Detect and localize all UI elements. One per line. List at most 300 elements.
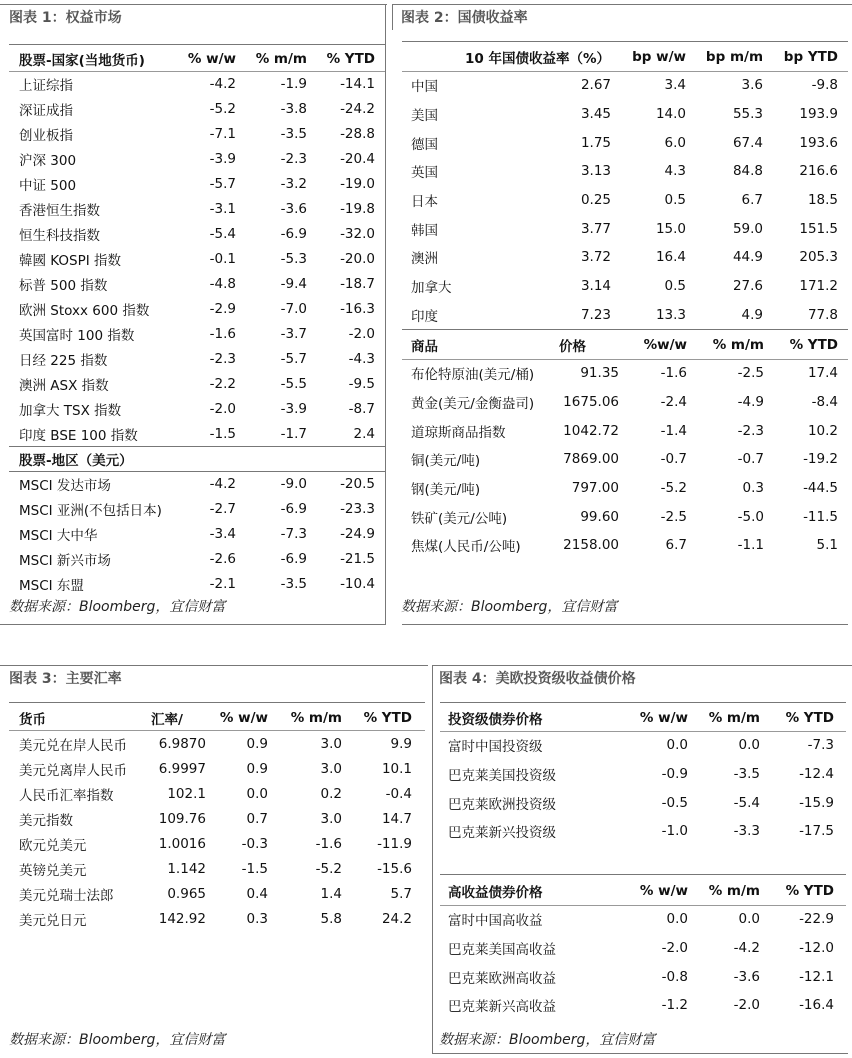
divider (402, 71, 848, 72)
table-row (19, 71, 375, 96)
row-value: 1.4 (320, 885, 342, 902)
row-value: -2.9 (209, 300, 236, 317)
row-label: 加拿大 TSX 指数 (19, 402, 122, 419)
row-value: 0.2 (320, 785, 342, 802)
row-label: 中证 500 (19, 177, 77, 194)
row-value: -2.3 (280, 150, 307, 167)
table-row (19, 521, 375, 546)
row-value: -12.1 (799, 968, 834, 985)
divider (440, 731, 846, 732)
row-value: -2.4 (660, 394, 687, 411)
table-header-row (411, 331, 838, 359)
commodity-table (411, 331, 838, 560)
row-value: -16.4 (799, 997, 834, 1014)
table-header-row (19, 46, 375, 71)
row-value: 10.2 (807, 422, 838, 439)
divider (9, 730, 425, 731)
col-header-bpww: bp w/w (632, 49, 687, 65)
source-note: 数据来源：Bloomberg，宜信财富 (401, 599, 618, 615)
table-row (411, 474, 838, 503)
col-header-ytd: % YTD (326, 50, 375, 67)
divider (402, 624, 848, 625)
row-value: -2.5 (660, 508, 687, 525)
row-label: 铜(美元/吨) (411, 453, 481, 470)
row-value: -1.2 (661, 997, 688, 1014)
row-value: -2.5 (737, 365, 764, 382)
row-value: 0.4 (246, 885, 268, 902)
col-header-mm: % m/m (708, 709, 760, 726)
row-value: -5.7 (209, 175, 236, 192)
row-label: 巴克莱欧洲高收益 (448, 970, 556, 987)
row-label: 布伦特原油(美元/桶) (411, 367, 535, 384)
source-note: 数据来源：Bloomberg，宜信财富 (9, 599, 226, 615)
col-header-ww: % w/w (639, 882, 688, 899)
fx-table (19, 704, 412, 931)
row-label: 欧洲 Stoxx 600 指数 (19, 302, 150, 319)
row-value: -15.6 (377, 860, 412, 877)
row-value: -2.3 (737, 422, 764, 439)
row-label: 美元兑离岸人民币 (19, 762, 127, 779)
panel-exchange-rates (0, 665, 428, 1058)
divider (9, 71, 385, 72)
section-header-row (19, 446, 375, 471)
col-header-ytd: % YTD (789, 337, 838, 353)
table-row (19, 221, 375, 246)
row-label: 日经 225 指数 (19, 352, 108, 369)
row-label: 韩国 (411, 222, 438, 239)
row-label: 铁矿(美元/公吨) (411, 510, 508, 527)
row-value: 67.4 (732, 134, 764, 151)
row-value: -15.9 (799, 794, 834, 811)
row-value: -3.5 (280, 575, 307, 592)
col-header-ww: %w/w (643, 337, 687, 353)
row-value: 55.3 (732, 106, 764, 123)
row-value: 5.8 (320, 910, 342, 927)
row-value: -3.1 (209, 200, 236, 217)
col-header-name: 股票-国家(当地货币) (19, 52, 145, 69)
row-value: -16.3 (340, 300, 375, 317)
col-header-mm: % m/m (290, 709, 342, 726)
table-row (19, 271, 375, 296)
table-row (19, 371, 375, 396)
divider (9, 702, 425, 703)
table-row (19, 546, 375, 571)
row-value: -4.2 (733, 940, 760, 957)
table-row (411, 71, 838, 100)
row-value: -12.0 (799, 940, 834, 957)
row-value: -3.5 (733, 766, 760, 783)
table-row (19, 806, 412, 831)
row-value: -1.7 (280, 425, 307, 442)
row-value: 109.76 (158, 810, 206, 827)
table-row (411, 359, 838, 388)
row-label: 恒生科技指数 (19, 227, 100, 244)
divider (392, 4, 393, 30)
table-row (448, 731, 834, 760)
row-value: -8.4 (811, 394, 838, 411)
row-value: 14.7 (381, 810, 412, 827)
row-value: -7.0 (280, 300, 307, 317)
row-value: 16.4 (655, 249, 687, 266)
row-value: -1.4 (660, 422, 687, 439)
row-value: -19.0 (340, 175, 375, 192)
row-label: 英国 (411, 165, 438, 182)
table-row (448, 991, 834, 1020)
row-label: 巴克莱新兴高收益 (448, 999, 556, 1016)
row-value: 5.1 (816, 537, 838, 554)
col-header-currency: 货币 (19, 711, 46, 728)
row-value: 0.9 (246, 760, 268, 777)
row-value: -5.2 (209, 100, 236, 117)
table-row (411, 214, 838, 243)
table-row (19, 296, 375, 321)
row-value: -2.6 (209, 550, 236, 567)
row-value: -19.8 (340, 200, 375, 217)
row-label: MSCI 东盟 (19, 577, 84, 594)
row-value: -5.4 (209, 225, 236, 242)
row-label: 英国富时 100 指数 (19, 327, 135, 344)
row-label: 巴克莱美国高收益 (448, 942, 556, 959)
row-label: 美元兑日元 (19, 912, 87, 929)
row-label: 富时中国高收益 (448, 913, 543, 930)
row-label: 道琼斯商品指数 (411, 424, 506, 441)
table-row (19, 856, 412, 881)
divider (440, 905, 846, 906)
divider (9, 446, 385, 447)
row-label: 巴克莱美国投资级 (448, 768, 556, 785)
row-value: 7.23 (580, 306, 612, 323)
table-row (19, 171, 375, 196)
table-header-row (448, 704, 834, 731)
row-value: -17.5 (799, 823, 834, 840)
row-value: -3.9 (209, 150, 236, 167)
row-value: 4.3 (664, 163, 687, 180)
table-row (19, 756, 412, 781)
row-label: 美元指数 (19, 812, 73, 829)
row-value: -3.4 (209, 525, 236, 542)
row-value: 0.0 (666, 911, 688, 928)
col-header-price: 价格 (559, 339, 586, 355)
row-value: 2.4 (353, 425, 375, 442)
row-value: -11.5 (803, 508, 838, 525)
col-header-ww: % w/w (639, 709, 688, 726)
row-label: MSCI 新兴市场 (19, 552, 111, 569)
row-value: -4.9 (737, 394, 764, 411)
col-header-ytd: % YTD (363, 709, 412, 726)
table-row (411, 157, 838, 186)
row-value: 3.13 (580, 163, 612, 180)
row-label: 日本 (411, 194, 438, 211)
table-row (411, 388, 838, 417)
table-row (411, 502, 838, 531)
row-value: 13.3 (655, 306, 687, 323)
row-value: -3.2 (280, 175, 307, 192)
row-value: -5.5 (280, 375, 307, 392)
row-value: -23.3 (340, 500, 375, 517)
row-value: 193.6 (799, 134, 839, 151)
row-value: -7.3 (280, 525, 307, 542)
row-value: 3.0 (320, 760, 342, 777)
col-header-commodity: 商品 (411, 339, 438, 355)
table-row (19, 196, 375, 221)
table-row (19, 346, 375, 371)
table-row (448, 905, 834, 934)
row-value: -1.6 (660, 365, 687, 382)
row-value: 14.0 (655, 106, 687, 123)
row-value: 5.7 (390, 885, 412, 902)
row-label: 美元兑瑞士法郎 (19, 887, 114, 904)
table-row (411, 186, 838, 215)
table-row (448, 817, 834, 846)
row-label: 澳洲 ASX 指数 (19, 377, 109, 394)
row-value: -3.6 (280, 200, 307, 217)
table-row (19, 146, 375, 171)
row-value: 3.6 (741, 77, 764, 94)
table-row (411, 128, 838, 157)
row-label: 韓國 KOSPI 指数 (19, 252, 122, 269)
row-value: -2.0 (733, 997, 760, 1014)
col-header-ytd: % YTD (785, 882, 834, 899)
table-row (19, 246, 375, 271)
table-row (411, 445, 838, 474)
row-value: 1.75 (580, 134, 612, 151)
row-value: 59.0 (732, 220, 764, 237)
row-value: 99.60 (580, 508, 619, 525)
row-value: 6.9997 (158, 760, 206, 777)
row-value: -4.2 (209, 75, 236, 92)
row-value: 9.9 (390, 735, 412, 752)
table-row (19, 731, 412, 756)
row-value: 1042.72 (563, 422, 619, 439)
row-value: -1.5 (241, 860, 268, 877)
row-value: 18.5 (807, 192, 839, 209)
col-header-ytd: % YTD (785, 709, 834, 726)
row-value: -2.1 (209, 575, 236, 592)
panel-bond-yields (392, 4, 852, 626)
row-value: 0.7 (246, 810, 268, 827)
row-value: -2.7 (209, 500, 236, 517)
row-value: 3.45 (580, 106, 612, 123)
row-value: 142.92 (158, 910, 206, 927)
row-value: -12.4 (799, 766, 834, 783)
col-header-mm: % m/m (712, 337, 764, 353)
row-value: -32.0 (340, 225, 375, 242)
row-value: 1675.06 (563, 394, 619, 411)
row-label: 上证综指 (19, 77, 73, 94)
row-value: -9.5 (348, 375, 375, 392)
col-header-ww: % w/w (187, 50, 236, 67)
row-value: -20.4 (340, 150, 375, 167)
row-value: 77.8 (807, 306, 839, 323)
row-value: -9.8 (811, 77, 839, 94)
row-value: 44.9 (732, 249, 764, 266)
row-value: -1.6 (315, 835, 342, 852)
col-header-mm: % m/m (255, 50, 307, 67)
row-value: 0.965 (167, 885, 206, 902)
table-header-row (19, 704, 412, 731)
row-value: -0.7 (737, 451, 764, 468)
equity-table (19, 46, 375, 596)
col-header-hy: 高收益债券价格 (448, 884, 543, 901)
row-value: -2.0 (661, 940, 688, 957)
row-value: -5.2 (660, 480, 687, 497)
panel-equity-markets (0, 4, 387, 626)
row-label: 黄金(美元/金衡盎司) (411, 396, 535, 413)
table-row (411, 272, 838, 301)
section-label: 股票-地区（美元） (19, 452, 133, 469)
row-label: 香港恒生指数 (19, 202, 100, 219)
row-value: -11.9 (377, 835, 412, 852)
row-value: -6.9 (280, 500, 307, 517)
row-value: -10.4 (340, 575, 375, 592)
divider (0, 624, 386, 625)
row-value: -3.5 (280, 125, 307, 142)
col-header-ww: % w/w (219, 709, 268, 726)
row-value: -1.9 (280, 75, 307, 92)
row-value: 1.0016 (158, 835, 206, 852)
row-label: 钢(美元/吨) (411, 482, 481, 499)
table-row (411, 531, 838, 560)
table-row (411, 416, 838, 445)
row-value: -3.7 (280, 325, 307, 342)
row-label: 印度 BSE 100 指数 (19, 427, 138, 444)
table-row (448, 760, 834, 789)
col-header-ig: 投资级债券价格 (448, 711, 543, 728)
row-value: 3.77 (580, 220, 612, 237)
row-value: 0.3 (742, 480, 764, 497)
row-value: 205.3 (799, 249, 839, 266)
row-value: -0.3 (241, 835, 268, 852)
row-value: 0.0 (666, 737, 688, 754)
row-value: -44.5 (803, 480, 838, 497)
row-value: 15.0 (655, 220, 687, 237)
row-value: -18.7 (340, 275, 375, 292)
row-label: 巴克莱新兴投资级 (448, 825, 556, 842)
row-value: 2.67 (580, 77, 612, 94)
table-header-row (411, 43, 838, 71)
row-value: -0.5 (661, 794, 688, 811)
row-value: 17.4 (807, 365, 838, 382)
row-value: 0.25 (580, 192, 612, 209)
divider (432, 1053, 848, 1054)
divider (402, 329, 848, 330)
table-row (411, 100, 838, 129)
row-value: -0.4 (385, 785, 412, 802)
divider (402, 359, 848, 360)
row-label: 德国 (411, 136, 438, 153)
row-label: 标普 500 指数 (19, 277, 108, 294)
row-value: 27.6 (732, 278, 764, 295)
row-value: 0.3 (246, 910, 268, 927)
row-label: 焦煤(人民币/公吨) (411, 539, 521, 556)
table-row (19, 471, 375, 496)
row-value: -2.3 (209, 350, 236, 367)
row-value: 4.9 (741, 306, 764, 323)
row-value: -3.9 (280, 400, 307, 417)
row-value: -5.7 (280, 350, 307, 367)
row-value: 6.9870 (158, 735, 206, 752)
divider (385, 4, 386, 624)
col-header-bpmm: bp m/m (705, 49, 764, 65)
row-value: -22.9 (799, 911, 834, 928)
row-value: 1.142 (167, 860, 206, 877)
row-value: -3.3 (733, 823, 760, 840)
row-value: 6.7 (741, 192, 764, 209)
row-value: -9.4 (280, 275, 307, 292)
table-row (19, 781, 412, 806)
row-value: -5.3 (280, 250, 307, 267)
row-label: MSCI 发达市场 (19, 477, 111, 494)
row-value: -5.2 (315, 860, 342, 877)
divider (440, 702, 846, 703)
row-value: 84.8 (732, 163, 764, 180)
row-value: 0.0 (246, 785, 268, 802)
panel-credit-bonds (432, 665, 852, 1058)
row-value: 0.9 (246, 735, 268, 752)
table-row (448, 788, 834, 817)
row-value: -1.5 (209, 425, 236, 442)
row-value: 151.5 (799, 220, 839, 237)
table-row (411, 301, 838, 330)
bond-yield-table (411, 43, 838, 329)
row-value: 216.6 (799, 163, 839, 180)
row-value: -5.0 (737, 508, 764, 525)
divider (9, 471, 385, 472)
row-label: 澳洲 (411, 251, 438, 268)
row-label: 富时中国投资级 (448, 739, 543, 756)
row-value: 3.0 (320, 810, 342, 827)
row-value: -14.1 (340, 75, 375, 92)
row-value: -0.9 (661, 766, 688, 783)
row-value: 3.0 (320, 735, 342, 752)
row-label: 中国 (411, 79, 438, 96)
row-value: -1.0 (661, 823, 688, 840)
row-label: 印度 (411, 308, 438, 325)
table-row (19, 571, 375, 596)
row-value: 91.35 (580, 365, 619, 382)
row-value: -21.5 (340, 550, 375, 567)
row-value: 24.2 (381, 910, 412, 927)
row-value: 797.00 (571, 480, 619, 497)
row-value: 3.4 (664, 77, 687, 94)
table-row (411, 243, 838, 272)
row-label: 美国 (411, 108, 438, 125)
panel-title: 图表 1：权益市场 (0, 4, 387, 30)
row-label: MSCI 大中华 (19, 527, 98, 544)
divider (432, 665, 433, 1053)
row-label: 英镑兑美元 (19, 862, 87, 879)
row-value: 3.72 (580, 249, 612, 266)
table-row (19, 96, 375, 121)
row-value: -3.8 (280, 100, 307, 117)
row-label: 深证成指 (19, 102, 73, 119)
row-value: -4.2 (209, 475, 236, 492)
row-value: -2.2 (209, 375, 236, 392)
row-value: -20.0 (340, 250, 375, 267)
divider (402, 41, 848, 42)
high-yield-table (448, 876, 834, 1020)
table-row (19, 906, 412, 931)
row-value: -0.1 (209, 250, 236, 267)
row-value: -2.0 (348, 325, 375, 342)
table-row (19, 496, 375, 521)
row-value: 171.2 (799, 278, 839, 295)
col-header-rate: 汇率/ (151, 711, 183, 728)
row-value: 6.0 (664, 134, 687, 151)
row-value: -8.7 (348, 400, 375, 417)
row-label: 人民币汇率指数 (19, 787, 114, 804)
table-row (448, 962, 834, 991)
